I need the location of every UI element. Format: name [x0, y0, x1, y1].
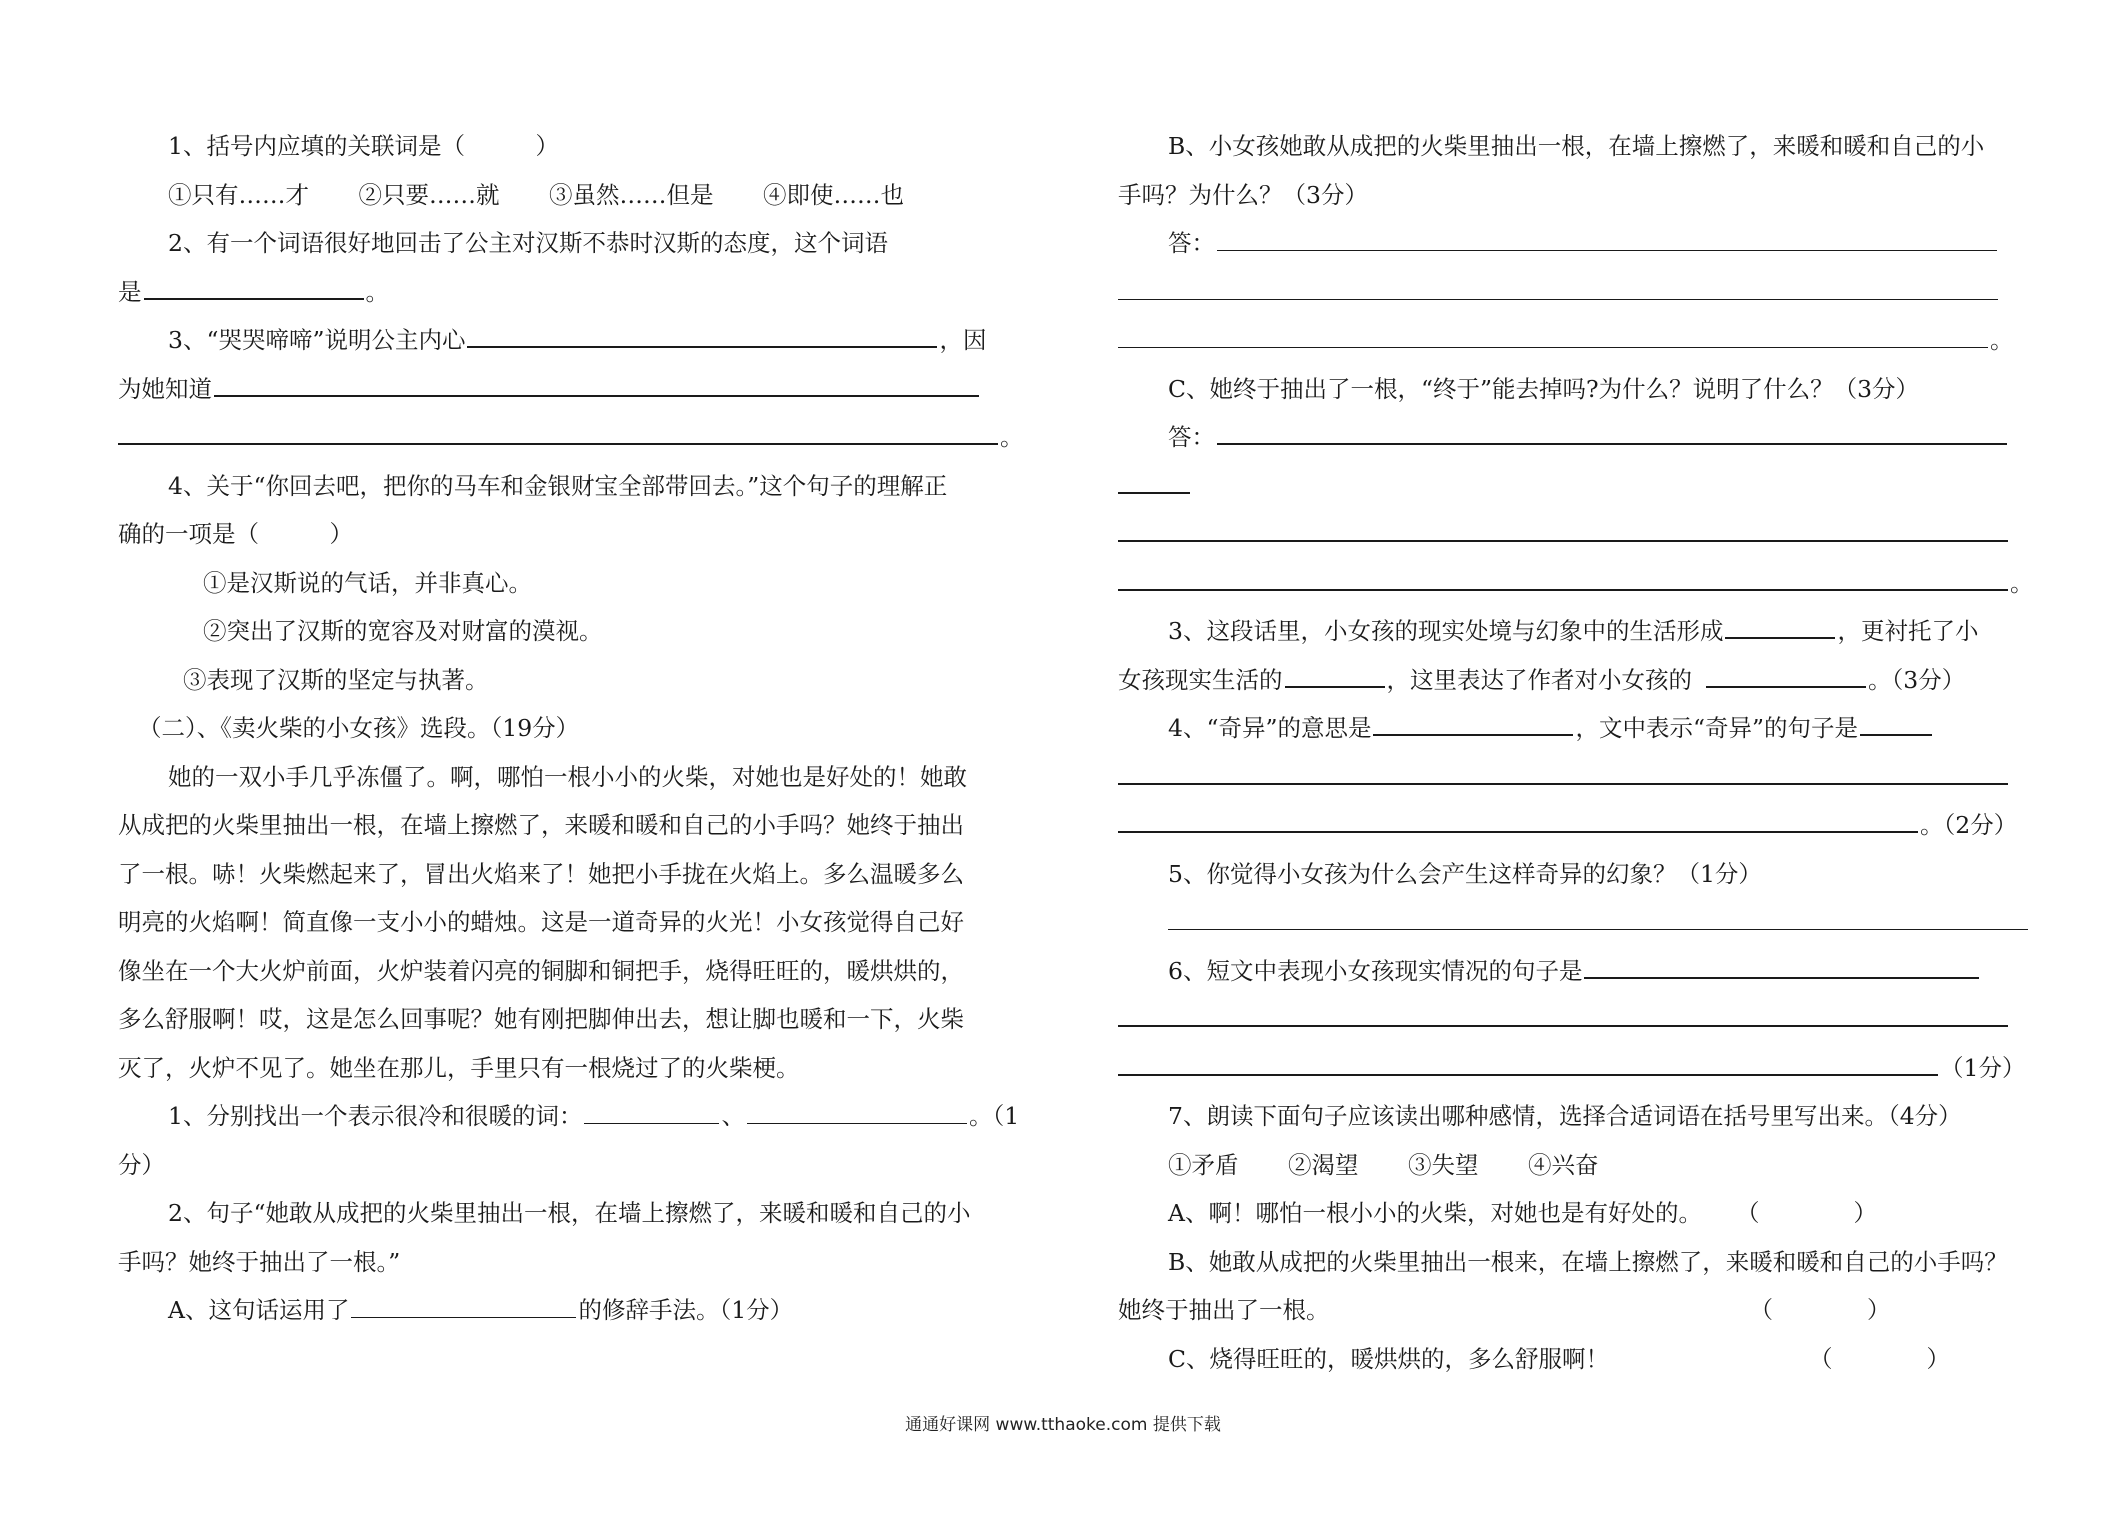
s4-answer-line: 。（2分） [1118, 801, 2028, 850]
passage-line: 明亮的火焰啊！简直像一支小小的蜡烛。这是一道奇异的火光！小女孩觉得自己好 [118, 908, 964, 936]
answer-blank[interactable] [1285, 656, 1385, 688]
s6-answer-line [1118, 995, 2028, 1044]
passage-line: 她的一双小手几乎冻僵了。啊，哪怕一根小小的火柴，对她也是好处的！她敢 [168, 762, 967, 791]
s7-line1: 7、朗读下面句子应该读出哪种感情，选择合适词语在括号里写出来。（4分） [1168, 1102, 1962, 1130]
answer-blank[interactable] [1118, 462, 1190, 494]
c-answer-line: 答： [1118, 413, 2028, 462]
q3-line2: 为她知道 [118, 365, 1038, 414]
answer-parens[interactable]: （ ） [1749, 1296, 1891, 1324]
answer-blank[interactable] [1118, 510, 2008, 542]
answer-blank[interactable] [118, 413, 998, 445]
q4-line2: 确的一项是（ ） [118, 520, 353, 548]
passage-line: 像坐在一个大火炉前面，火炉装着闪亮的铜脚和铜把手，烧得旺旺的，暖烘烘的， [118, 956, 964, 985]
s6-line1: 6、短文中表现小女孩现实情况的句子是 [1118, 947, 2028, 996]
answer-blank[interactable] [214, 365, 979, 397]
q2-line1: 2、有一个词语很好地回击了公主对汉斯不恭时汉斯的态度，这个词语 [168, 229, 888, 257]
s4-line1: 4、“奇异”的意思是 ，文中表示“奇异”的句子是 [1118, 704, 2028, 753]
answer-blank[interactable] [1118, 317, 1988, 348]
answer-parens[interactable]: （ ） [1735, 1199, 1877, 1227]
c-answer-line [1118, 510, 2028, 559]
answer-blank[interactable] [1118, 801, 1918, 833]
s7-option: ④兴奋 [1527, 1150, 1599, 1179]
section-heading: （二）、《卖火柴的小女孩》选段。（19分） [138, 714, 580, 742]
answer-blank[interactable] [1725, 607, 1835, 639]
q1-option: ②只要……就 [358, 180, 500, 209]
s5-line: 5、你觉得小女孩为什么会产生这样奇异的幻象？（1分） [1168, 859, 1762, 888]
s5-answer-line [1118, 898, 2028, 947]
passage-line: 多么舒服啊！哎，这是怎么回事呢？她有刚把脚伸出去，想让脚也暖和一下，火柴 [118, 1005, 964, 1033]
b-line1: B、小女孩她敢从成把的火柴里抽出一根，在墙上擦燃了，来暖和暖和自己的小 [1168, 132, 1985, 160]
right-column [1118, 122, 2034, 1383]
s7-c: C、烧得旺旺的，暖烘烘的，多么舒服啊！ （ ） [1118, 1335, 2028, 1384]
answer-blank[interactable] [1118, 1044, 1938, 1076]
b-answer-line [1118, 268, 2028, 317]
page-footer: 通通好课网 www.tthaoke.com 提供下载 [905, 1415, 1221, 1435]
answer-blank[interactable] [1860, 704, 1932, 736]
answer-blank[interactable] [467, 316, 937, 348]
answer-blank[interactable] [1373, 704, 1573, 736]
b-answer-line: 。 [1118, 316, 2028, 365]
s7-a: A、啊！哪怕一根小小的火柴，对她也是有好处的。 （ ） [1118, 1189, 2028, 1238]
q1-text: 1、括号内应填的关联词是（ ） [168, 132, 559, 160]
q3-line1: 3、“哭哭啼啼”说明公主内心 ，因 [118, 316, 1038, 365]
s1-line2: 分） [118, 1150, 165, 1179]
answer-blank[interactable] [1118, 559, 2008, 591]
q4-line1: 4、关于“你回去吧，把你的马车和金银财宝全部带回去。”这个句子的理解正 [168, 471, 948, 500]
passage-line: 灭了，火炉不见了。她坐在那儿，手里只有一根烧过了的火柴梗。 [118, 1053, 800, 1082]
q1-options [118, 171, 1038, 220]
answer-blank[interactable] [1217, 220, 1997, 251]
q1-option: ③虽然……但是 [548, 180, 714, 209]
answer-blank[interactable] [1706, 656, 1866, 688]
answer-blank[interactable] [1118, 269, 1998, 300]
answer-blank[interactable] [1118, 995, 2008, 1027]
q4-option: ③表现了汉斯的坚定与执著。 [183, 665, 489, 694]
answer-blank[interactable] [351, 1287, 576, 1318]
b-line2: 手吗？为什么？（3分） [1118, 180, 1368, 209]
q3-line3: 。 [118, 413, 1038, 462]
s4-answer-line [1118, 753, 2028, 802]
answer-blank[interactable] [1168, 899, 2028, 930]
s7-b2: 她终于抽出了一根。 （ ） [1118, 1286, 2028, 1335]
q1-option: ④即使……也 [762, 180, 904, 209]
answer-blank[interactable] [144, 268, 364, 300]
s7-options [1118, 1141, 2028, 1190]
passage-line: 从成把的火柴里抽出一根，在墙上擦燃了，来暖和暖和自己的小手吗？她终于抽出 [118, 811, 964, 839]
answer-blank[interactable] [1118, 753, 2008, 785]
c-answer-line [1118, 462, 2028, 511]
s3-line2: 女孩现实生活的 ，这里表达了作者对小女孩的 。（3分） [1118, 656, 2028, 705]
passage-line: 了一根。哧！火柴燃起来了，冒出火焰来了！她把小手拢在火焰上。多么温暖多么 [118, 859, 964, 888]
q1-option: ①只有……才 [168, 180, 309, 209]
q4-option: ②突出了汉斯的宽容及对财富的漠视。 [203, 617, 603, 645]
s7-b1: B、她敢从成把的火柴里抽出一根来，在墙上擦燃了，来暖和暖和自己的小手吗？ [1168, 1247, 2008, 1276]
left-column [118, 122, 1038, 1335]
answer-blank[interactable] [1217, 413, 2007, 445]
s7-option: ③失望 [1407, 1150, 1479, 1179]
answer-parens[interactable]: （ ） [1808, 1344, 1950, 1373]
q2-line2: 是 。 [118, 268, 1038, 317]
s7-option: ①矛盾 [1168, 1150, 1239, 1179]
s2a-line: A、这句话运用了 的修辞手法。（1分） [118, 1286, 1038, 1335]
s2-line2: 手吗？她终于抽出了一根。” [118, 1247, 401, 1276]
q4-option: ①是汉斯说的气话，并非真心。 [203, 568, 532, 597]
c-line1: C、她终于抽出了一根，“终于”能去掉吗?为什么？说明了什么？（3分） [1168, 374, 1920, 403]
s7-option: ②渴望 [1287, 1150, 1359, 1179]
s6-answer-line: （1分） [1118, 1044, 2028, 1093]
s1-line1: 1、分别找出一个表示很冷和很暖的词： 、 。（1 [118, 1092, 1038, 1141]
c-answer-line: 。 [1118, 559, 2028, 608]
answer-blank[interactable] [747, 1093, 967, 1124]
answer-blank[interactable] [584, 1093, 719, 1124]
s3-line1: 3、这段话里，小女孩的现实处境与幻象中的生活形成 ，更衬托了小 [1118, 607, 2028, 656]
answer-blank[interactable] [1584, 947, 1979, 979]
s2-line1: 2、句子“她敢从成把的火柴里抽出一根，在墙上擦燃了，来暖和暖和自己的小 [168, 1199, 971, 1227]
b-answer-line: 答： [1118, 219, 2028, 268]
